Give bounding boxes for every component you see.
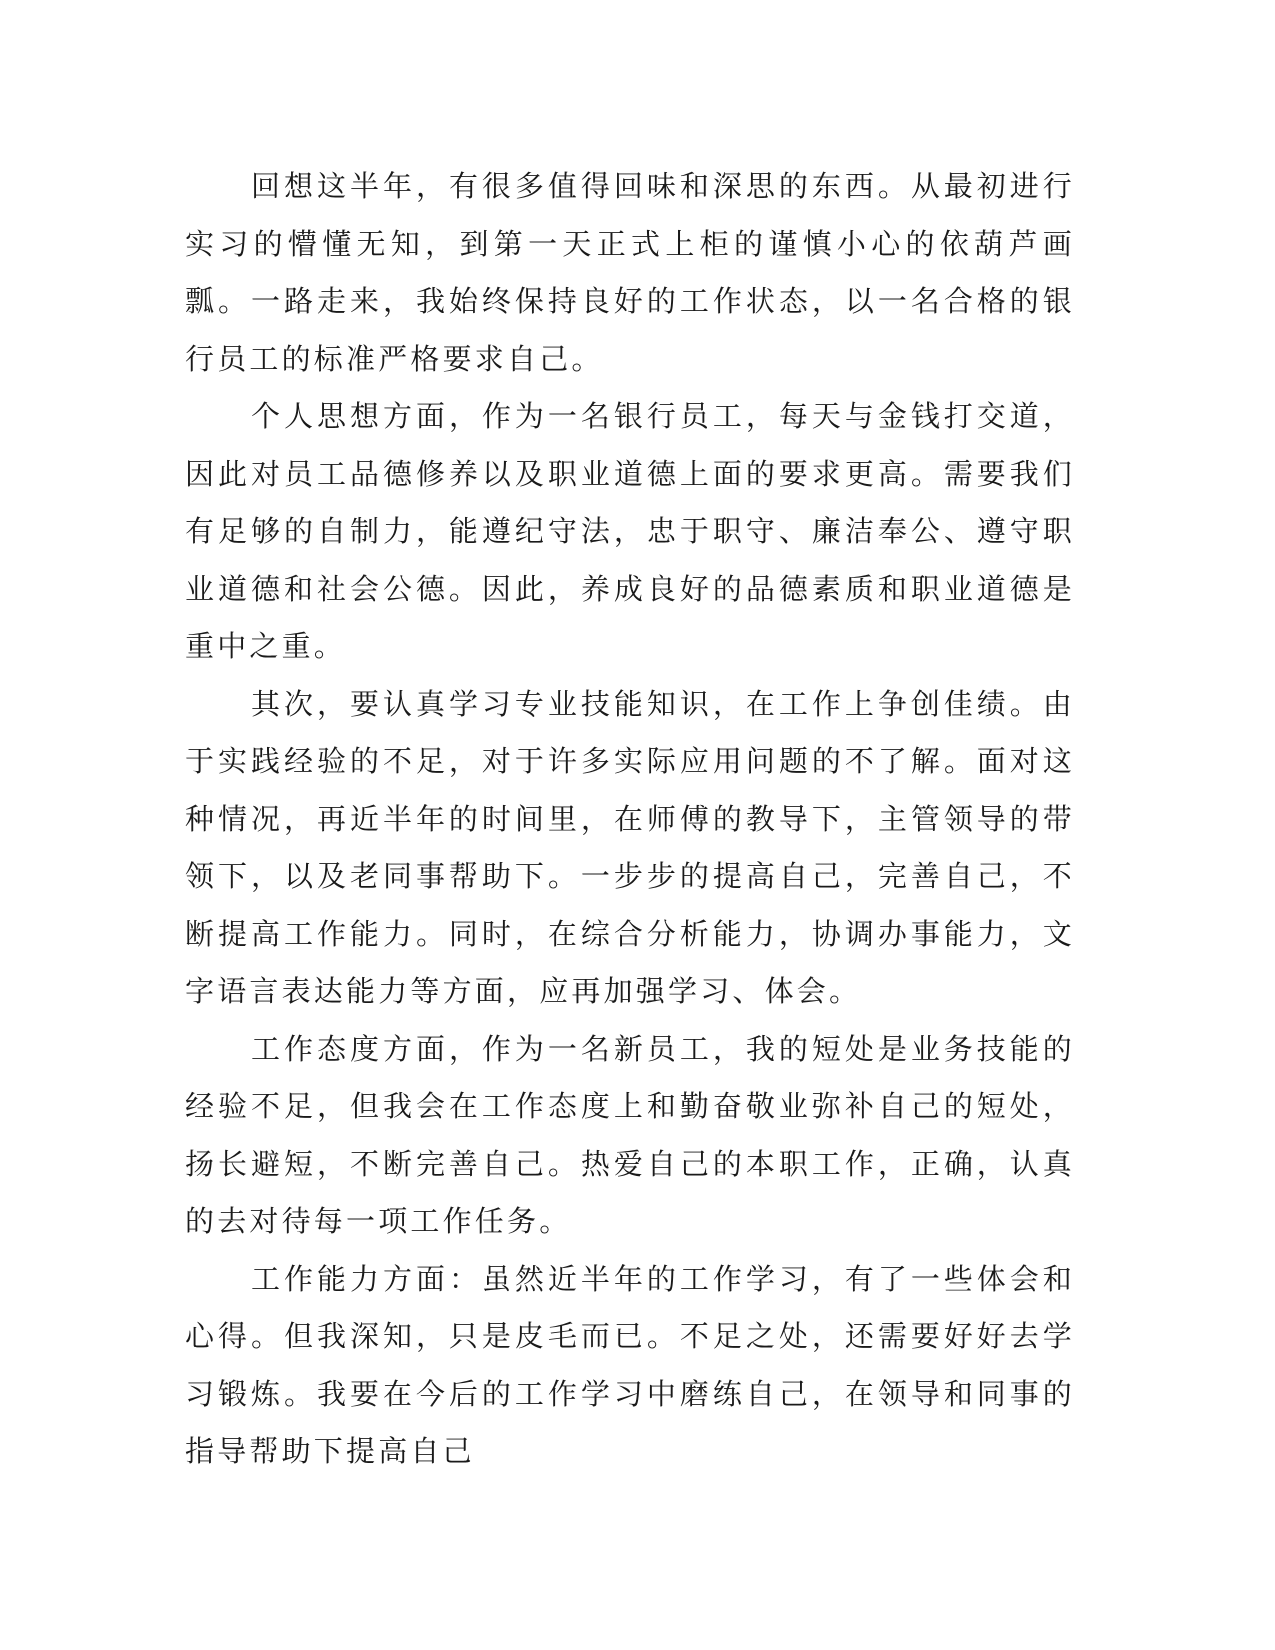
paragraph-work-attitude: 工作态度方面，作为一名新员工，我的短处是业务技能的经验不足，但我会在工作态度上和勤奋敬业弥补自己的短处，扬长避短，不断完善自己。热爱自己的本职工作，正确，认真的去对待每一项工作任务。 [185,1031,1075,1238]
paragraph-personal-thought: 个人思想方面，作为一名银行员工，每天与金钱打交道，因此对员工品德修养以及职业道德上面的要求更高。需要我们有足够的自制力，能遵纪守法，忠于职守、廉洁奉公、遵守职业道德和社会公德。因此，养成良好的品德素质和职业道德是重中之重。 [185,399,1075,663]
paragraph-work-ability: 工作能力方面：虽然近半年的工作学习，有了一些体会和心得。但我深知，只是皮毛而已。不足之处，还需要好好去学习锻炼。我要在今后的工作学习中磨练自己，在领导和同事的指导帮助下提高自己 [185,1261,1075,1468]
paragraph-professional-skills: 其次，要认真学习专业技能知识，在工作上争创佳绩。由于实践经验的不足，对于许多实际应用问题的不了解。面对这种情况，再近半年的时间里，在师傅的教导下，主管领导的带领下，以及老同事帮助下。一步步的提高自己，完善自己，不断提高工作能力。同时，在综合分析能力，协调办事能力，文字语言表达能力等方面，应再加强学习、体会。 [185,686,1075,1008]
document-body [185,158,1075,1481]
paragraph-reflection: 回想这半年，有很多值得回味和深思的东西。从最初进行实习的懵懂无知，到第一天正式上柜的谨慎小心的依葫芦画瓢。一路走来，我始终保持良好的工作状态，以一名合格的银行员工的标准严格要求自己。 [185,169,1075,376]
